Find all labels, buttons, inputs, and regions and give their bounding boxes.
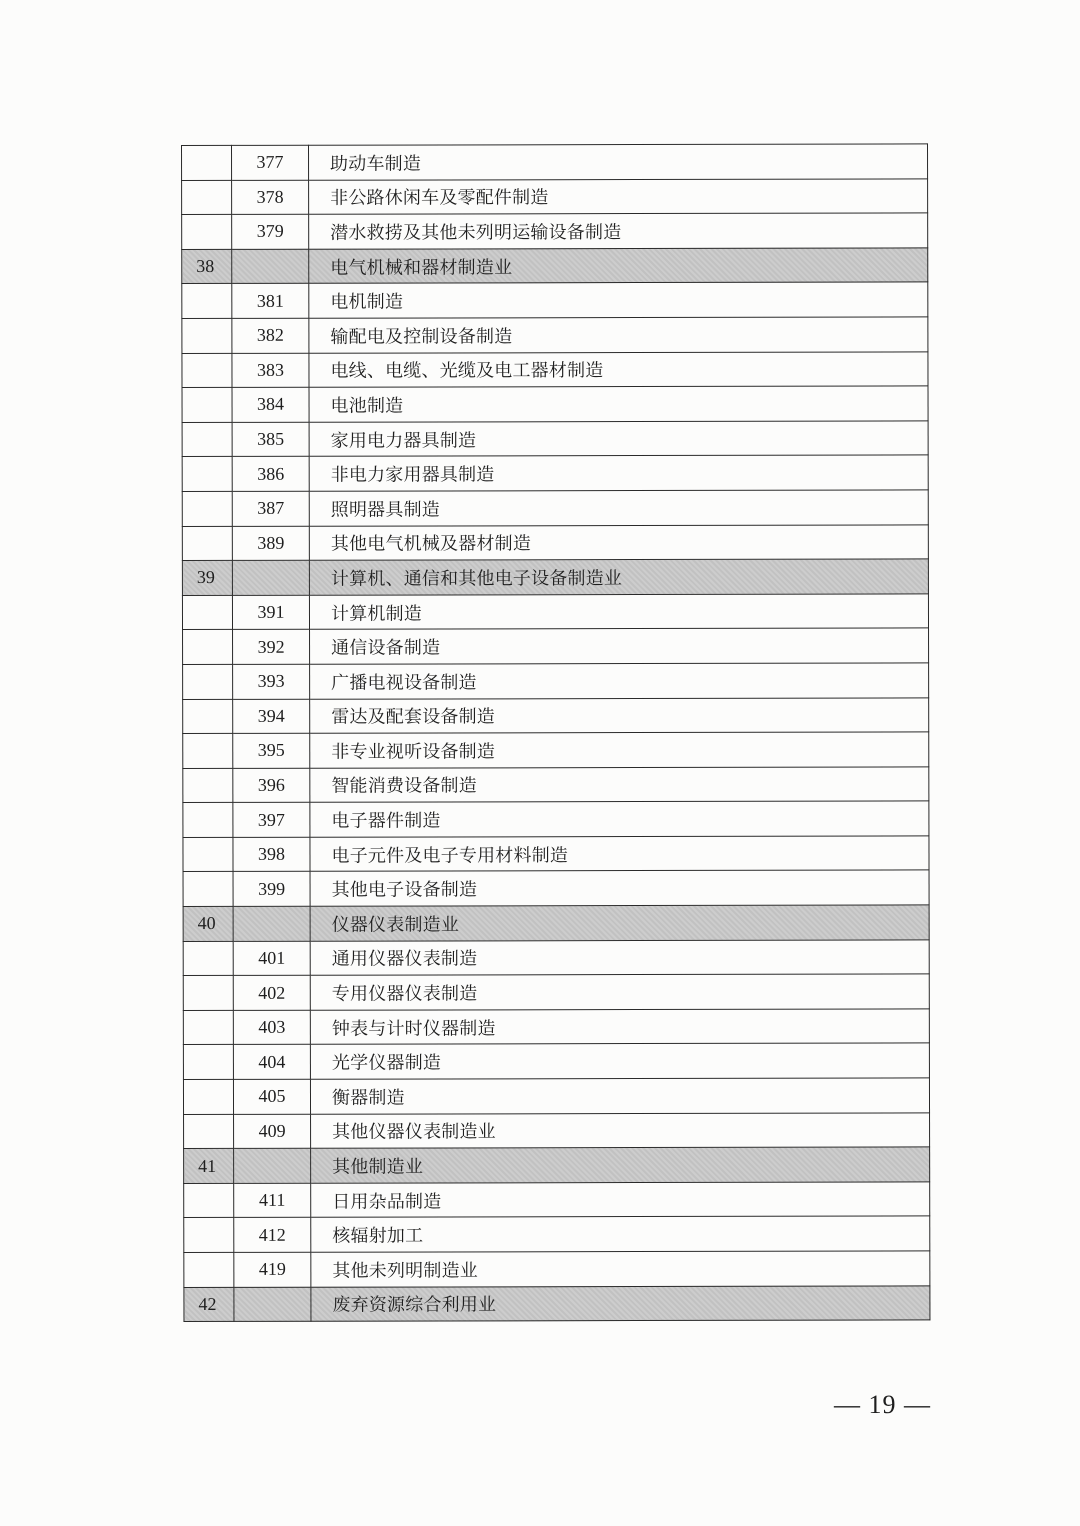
table-row — [182, 386, 928, 422]
category-name-cell: 助动车制造 — [309, 144, 928, 180]
major-code-cell — [183, 1045, 233, 1080]
page-number: — 19 — — [834, 1390, 931, 1419]
major-code-cell — [183, 803, 233, 838]
category-name-cell: 废弃资源综合利用业 — [311, 1286, 930, 1322]
major-code-cell — [183, 941, 233, 976]
industry-classification-table-wrapper — [181, 143, 930, 1322]
table-row — [183, 1009, 929, 1045]
category-name-cell: 核辐射加工 — [311, 1216, 930, 1252]
table-row-major-category — [182, 248, 928, 284]
category-name-cell: 其他未列明制造业 — [311, 1251, 930, 1287]
mid-code-cell: 381 — [232, 284, 309, 319]
mid-code-cell: 379 — [232, 214, 309, 249]
table-row — [183, 732, 929, 768]
table-row-major-category — [183, 905, 929, 941]
table-row — [184, 1216, 930, 1252]
mid-code-cell: 378 — [232, 180, 309, 215]
category-name-cell: 非公路休闲车及零配件制造 — [309, 179, 928, 215]
table-row — [183, 974, 929, 1010]
major-code-cell: 38 — [182, 249, 232, 284]
category-name-cell: 日用杂品制造 — [311, 1182, 930, 1218]
table-body — [182, 144, 930, 1322]
mid-code-cell: 412 — [234, 1218, 311, 1253]
category-name-cell: 其他电子设备制造 — [310, 870, 929, 906]
mid-code-cell: 402 — [233, 975, 310, 1010]
mid-code-cell: 394 — [233, 699, 310, 734]
table-row — [184, 1251, 930, 1287]
category-name-cell: 通用仪器仪表制造 — [310, 940, 929, 976]
major-code-cell — [182, 284, 232, 319]
table-row — [183, 940, 929, 976]
mid-code-cell: 385 — [232, 422, 309, 457]
major-code-cell — [183, 1010, 233, 1045]
table-row — [182, 351, 928, 387]
major-code-cell — [182, 353, 232, 388]
major-code-cell — [183, 733, 233, 768]
category-name-cell: 家用电力器具制造 — [309, 421, 928, 457]
category-name-cell: 专用仪器仪表制造 — [310, 974, 929, 1010]
category-name-cell: 非电力家用器具制造 — [309, 455, 928, 491]
category-name-cell: 通信设备制造 — [310, 628, 929, 664]
major-code-cell — [184, 1218, 234, 1253]
mid-code-cell: 387 — [232, 491, 309, 526]
major-code-cell: 40 — [183, 906, 233, 941]
category-name-cell: 电子元件及电子专用材料制造 — [310, 836, 929, 872]
mid-code-cell: 382 — [232, 318, 309, 353]
category-name-cell: 仪器仪表制造业 — [310, 905, 929, 941]
table-row — [184, 1113, 930, 1149]
category-name-cell: 非专业视听设备制造 — [310, 732, 929, 768]
major-code-cell — [183, 768, 233, 803]
major-code-cell — [182, 526, 232, 561]
mid-code-cell: 391 — [232, 595, 309, 630]
industry-classification-table — [181, 143, 930, 1322]
mid-code-cell — [232, 560, 309, 595]
mid-code-cell: 396 — [233, 768, 310, 803]
mid-code-cell: 386 — [232, 457, 309, 492]
mid-code-cell: 398 — [233, 837, 310, 872]
table-row — [183, 663, 929, 699]
category-name-cell: 输配电及控制设备制造 — [309, 317, 928, 353]
major-code-cell — [184, 1114, 234, 1149]
major-code-cell — [182, 318, 232, 353]
major-code-cell — [182, 180, 232, 215]
category-name-cell: 电子器件制造 — [310, 801, 929, 837]
major-code-cell — [182, 422, 232, 457]
table-row — [183, 1043, 929, 1079]
major-code-cell — [182, 145, 232, 180]
major-code-cell — [182, 215, 232, 250]
category-name-cell: 照明器具制造 — [309, 490, 928, 526]
table-row — [182, 421, 928, 457]
mid-code-cell: 393 — [233, 664, 310, 699]
table-row — [182, 179, 928, 215]
major-code-cell — [183, 664, 233, 699]
table-row — [183, 836, 929, 872]
major-code-cell: 41 — [184, 1149, 234, 1184]
category-name-cell: 雷达及配套设备制造 — [310, 697, 929, 733]
major-code-cell — [184, 1183, 234, 1218]
category-name-cell: 其他仪器仪表制造业 — [311, 1113, 930, 1149]
category-name-cell: 光学仪器制造 — [310, 1043, 929, 1079]
table-row — [182, 144, 928, 180]
table-row — [182, 282, 928, 318]
mid-code-cell: 392 — [233, 630, 310, 665]
mid-code-cell: 384 — [232, 387, 309, 422]
table-row — [182, 317, 928, 353]
category-name-cell: 广播电视设备制造 — [310, 663, 929, 699]
mid-code-cell — [234, 1148, 311, 1183]
major-code-cell — [183, 699, 233, 734]
category-name-cell: 其他制造业 — [311, 1147, 930, 1183]
category-name-cell: 衡器制造 — [310, 1078, 929, 1114]
table-row — [183, 767, 929, 803]
major-code-cell — [183, 630, 233, 665]
table-row-major-category — [184, 1286, 930, 1322]
table-row — [183, 801, 929, 837]
category-name-cell: 智能消费设备制造 — [310, 767, 929, 803]
mid-code-cell: 395 — [233, 733, 310, 768]
category-name-cell: 电气机械和器材制造业 — [309, 248, 928, 284]
mid-code-cell: 377 — [232, 145, 309, 180]
category-name-cell: 其他电气机械及器材制造 — [309, 524, 928, 560]
table-row-major-category — [182, 559, 928, 595]
table-row — [182, 213, 928, 249]
table-row — [184, 1182, 930, 1218]
major-code-cell — [182, 457, 232, 492]
mid-code-cell: 411 — [234, 1183, 311, 1218]
table-row — [183, 870, 929, 906]
mid-code-cell: 397 — [233, 803, 310, 838]
major-code-cell — [182, 595, 232, 630]
table-row — [183, 1078, 929, 1114]
major-code-cell — [183, 872, 233, 907]
mid-code-cell: 383 — [232, 353, 309, 388]
table-row — [183, 628, 929, 664]
major-code-cell: 42 — [184, 1287, 234, 1322]
table-row-major-category — [184, 1147, 930, 1183]
category-name-cell: 电线、电缆、光缆及电工器材制造 — [309, 351, 928, 387]
mid-code-cell: 389 — [232, 526, 309, 561]
mid-code-cell — [233, 906, 310, 941]
major-code-cell — [183, 976, 233, 1011]
major-code-cell — [182, 388, 232, 423]
mid-code-cell — [234, 1287, 311, 1322]
table-row — [182, 490, 928, 526]
table-row — [182, 524, 928, 560]
major-code-cell — [183, 1079, 233, 1114]
major-code-cell — [184, 1252, 234, 1287]
mid-code-cell: 419 — [234, 1252, 311, 1287]
major-code-cell: 39 — [182, 561, 232, 596]
mid-code-cell: 403 — [233, 1010, 310, 1045]
category-name-cell: 潜水救捞及其他未列明运输设备制造 — [309, 213, 928, 249]
table-row — [182, 594, 928, 630]
table-row — [182, 455, 928, 491]
category-name-cell: 计算机制造 — [309, 594, 928, 630]
category-name-cell: 钟表与计时仪器制造 — [310, 1009, 929, 1045]
mid-code-cell: 401 — [233, 941, 310, 976]
mid-code-cell: 404 — [233, 1045, 310, 1080]
table-row — [183, 697, 929, 733]
category-name-cell: 计算机、通信和其他电子设备制造业 — [309, 559, 928, 595]
major-code-cell — [182, 491, 232, 526]
category-name-cell: 电机制造 — [309, 282, 928, 318]
mid-code-cell: 399 — [233, 872, 310, 907]
major-code-cell — [183, 837, 233, 872]
mid-code-cell: 409 — [234, 1114, 311, 1149]
category-name-cell: 电池制造 — [309, 386, 928, 422]
mid-code-cell — [232, 249, 309, 284]
mid-code-cell: 405 — [233, 1079, 310, 1114]
